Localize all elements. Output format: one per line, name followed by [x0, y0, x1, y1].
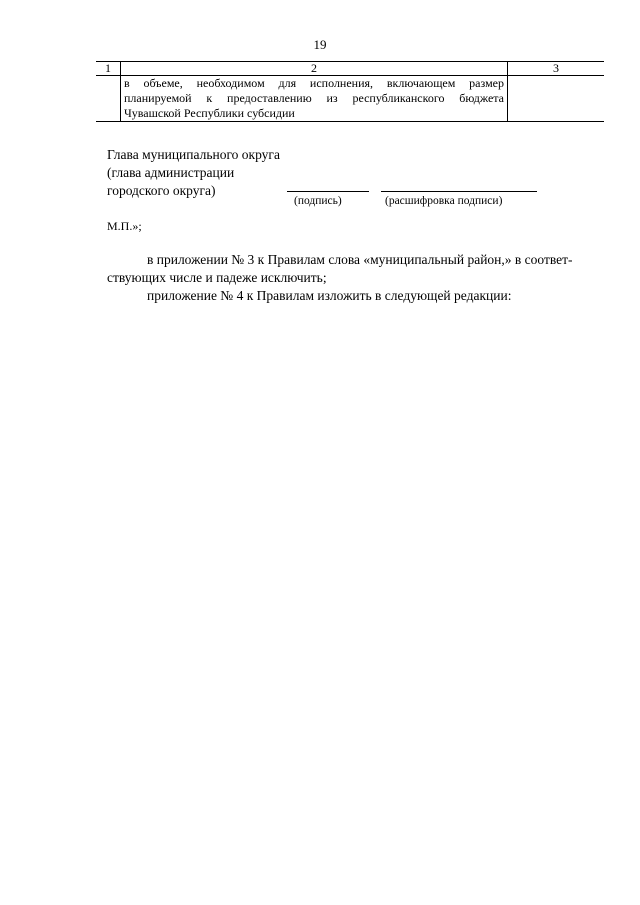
signature-decoding-caption: (расшифровка подписи)	[385, 195, 503, 207]
paragraph-text: в приложении № 3 к Правилам слова «муниципальный район,» в соответ-	[147, 252, 573, 267]
table-header-cell: 2	[121, 62, 508, 76]
paragraph-text: приложение № 4 к Правилам изложить в следующей редакции:	[147, 288, 512, 303]
paragraph-appendix-3	[107, 251, 597, 287]
table-row	[96, 76, 604, 122]
paragraph-appendix-4	[107, 287, 597, 305]
document-table	[96, 61, 604, 122]
table-cell-text: в объеме, необходимом для исполнения, включающем размер планируемой к предоставлению из республиканского бюджета Чувашской Республики субсидии	[124, 76, 504, 120]
signature-line	[287, 191, 369, 192]
table-header-cell: 3	[508, 62, 605, 76]
table-cell	[121, 76, 508, 122]
table-header-cell: 1	[96, 62, 121, 76]
signature-decoding-line	[381, 191, 537, 192]
signature-title-line: (глава администрации	[107, 165, 235, 180]
paragraph-line: ствующих числе и падеже исключить;	[107, 270, 327, 285]
signature-caption: (подпись)	[294, 195, 342, 207]
page-number: 19	[313, 37, 327, 52]
table-header-row	[96, 62, 604, 76]
stamp-label: М.П.»;	[107, 219, 142, 233]
paragraph-line	[107, 251, 597, 269]
table-cell	[96, 76, 121, 122]
signature-title	[107, 146, 280, 200]
signature-title-line: городского округа)	[107, 183, 216, 198]
signature-title-line: Глава муниципального округа	[107, 147, 280, 162]
table-cell	[508, 76, 605, 122]
